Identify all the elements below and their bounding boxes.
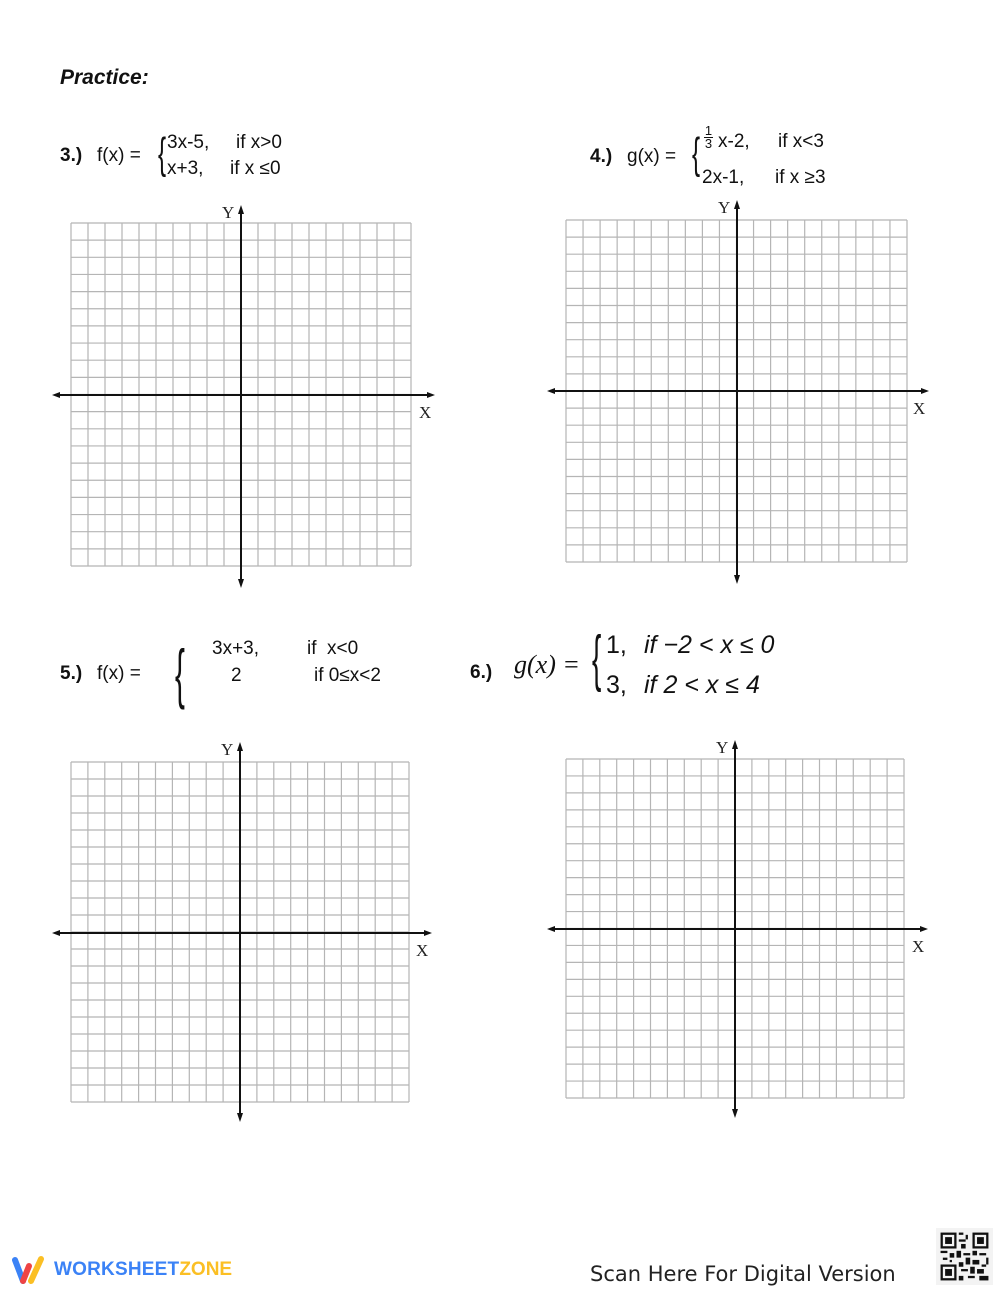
fraction-numerator: 1 [704, 123, 713, 138]
fraction-denominator: 3 [704, 136, 713, 151]
problem-number: 5.) [60, 663, 83, 684]
qr-code-icon[interactable] [936, 1228, 993, 1285]
piece-condition: if x>0 [236, 132, 282, 153]
x-axis-label: X [913, 399, 926, 418]
x-axis-label: X [416, 941, 429, 960]
piece-expression: 2 [231, 665, 242, 686]
coordinate-grid-problem-6[interactable] [547, 738, 928, 1118]
piece-expression: 1, [606, 631, 627, 659]
piece-expression: x+3, [167, 158, 204, 179]
brand-name-part1: WORKSHEET [54, 1259, 180, 1280]
piece-expression: 3x-5, [167, 132, 210, 153]
problem-number: 6.) [470, 662, 493, 683]
piece-condition: if −2 < x ≤ 0 [644, 631, 775, 659]
scan-instruction: Scan Here For Digital Version [590, 1262, 896, 1286]
function-label: f(x) = [97, 663, 141, 684]
piece-expression: 3, [606, 671, 627, 699]
piece-condition: if x ≤0 [230, 158, 281, 179]
brace-symbol: { [175, 636, 185, 710]
brace-symbol: { [592, 624, 602, 693]
logo-mark-icon [10, 1255, 48, 1285]
problem-number: 4.) [590, 146, 613, 167]
x-axis-label: X [419, 403, 432, 422]
brace-symbol: { [158, 129, 167, 178]
function-label: f(x) = [97, 145, 141, 166]
coordinate-grid-problem-4[interactable] [547, 198, 929, 584]
worksheetzone-logo [10, 1255, 232, 1285]
coordinate-grid-problem-5[interactable] [52, 740, 432, 1122]
piece-expression: x-2, [718, 131, 750, 152]
piece-condition: if 2 < x ≤ 4 [644, 671, 760, 699]
brand-name-part2: ZONE [179, 1259, 233, 1280]
x-axis-label: X [912, 937, 925, 956]
function-label: g(x) = [514, 650, 580, 679]
piece-condition: if 0≤x<2 [314, 665, 381, 686]
piece-condition: if x ≥3 [775, 167, 826, 188]
brace-symbol: { [692, 129, 701, 178]
piece-expression: 3x+3, [212, 638, 260, 659]
y-axis-label: Y [716, 738, 729, 757]
y-axis-label: Y [718, 198, 731, 217]
function-label: g(x) = [627, 146, 677, 167]
y-axis-label: Y [222, 203, 235, 222]
y-axis-label: Y [221, 740, 234, 759]
piece-expression: 2x-1, [702, 167, 745, 188]
piece-condition: if x<0 [307, 638, 359, 659]
problem-number: 3.) [60, 145, 83, 166]
piece-condition: if x<3 [778, 131, 824, 152]
coordinate-grid-problem-3[interactable] [52, 203, 435, 588]
page-title: Practice: [60, 66, 149, 89]
